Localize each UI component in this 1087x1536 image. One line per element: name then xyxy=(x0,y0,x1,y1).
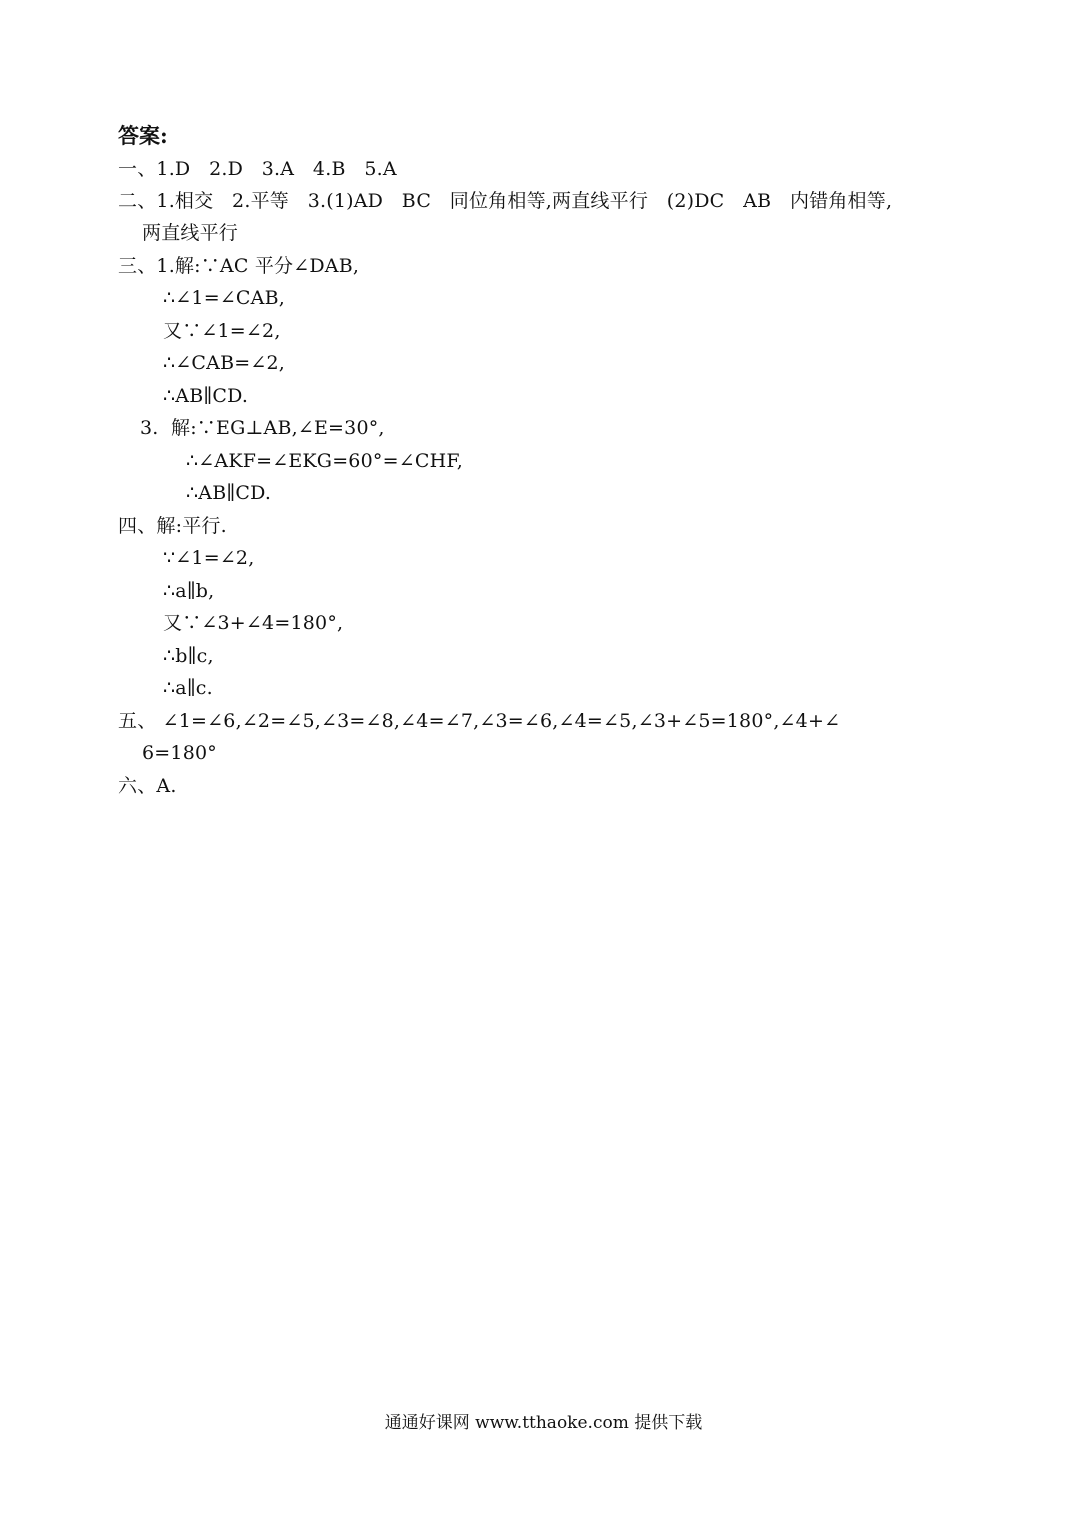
answer-line-2: 二、1.相交 2.平等 3.(1)AD BC 同位角相等,两直线平行 (2)DC AB 内错角相等, xyxy=(118,190,893,212)
answer-line-16: ∴b∥c, xyxy=(163,645,214,667)
answer-line-7: ∴∠CAB=∠2, xyxy=(163,352,285,374)
answer-line-1: 一、1.D 2.D 3.A 4.B 5.A xyxy=(118,158,397,180)
answer-line-13: ∵∠1=∠2, xyxy=(163,547,255,569)
answer-line-4: 三、1.解:∵AC 平分∠DAB, xyxy=(118,255,360,277)
answer-line-6: 又∵∠1=∠2, xyxy=(163,320,281,342)
answer-line-18: 五、 ∠1=∠6,∠2=∠5,∠3=∠8,∠4=∠7,∠3=∠6,∠4=∠5,∠3+∠5=180°,∠4+∠ xyxy=(118,710,841,732)
answer-line-10: ∴∠AKF=∠EKG=60°=∠CHF, xyxy=(186,450,463,472)
answer-line-12: 四、解:平行. xyxy=(118,515,227,537)
answer-line-3: 两直线平行 xyxy=(142,222,239,244)
answer-line-14: ∴a∥b, xyxy=(163,580,215,602)
answer-line-15: 又∵∠3+∠4=180°, xyxy=(163,612,344,634)
footer-text: 通通好课网 www.tthaoke.com 提供下载 xyxy=(384,1413,703,1433)
answer-line-11: ∴AB∥CD. xyxy=(186,482,272,504)
answer-line-17: ∴a∥c. xyxy=(163,677,213,699)
answer-title: 答案: xyxy=(118,123,168,148)
answer-line-9: 3. 解:∵EG⊥AB,∠E=30°, xyxy=(140,417,385,439)
answer-line-8: ∴AB∥CD. xyxy=(163,385,249,407)
answer-line-5: ∴∠1=∠CAB, xyxy=(163,287,285,309)
answer-line-20: 六、A. xyxy=(118,775,177,797)
answer-line-19: 6=180° xyxy=(142,742,217,764)
